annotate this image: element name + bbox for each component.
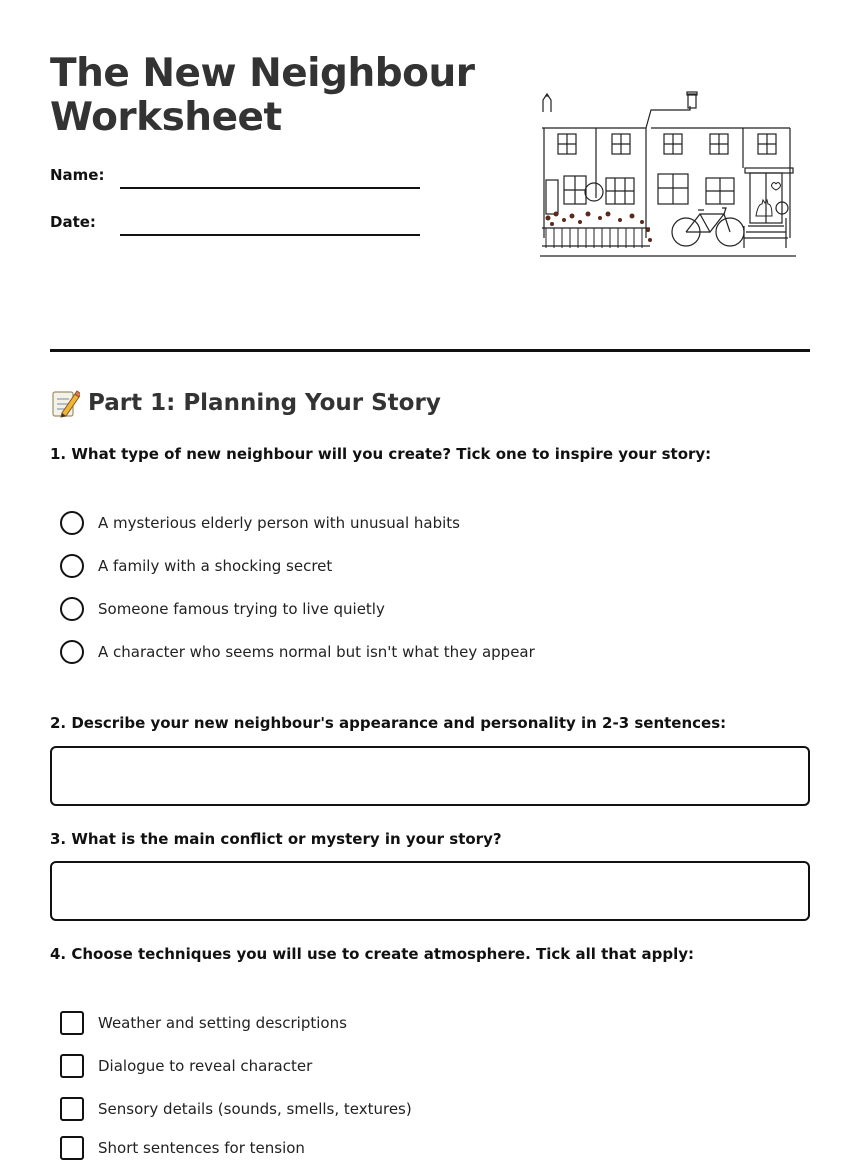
radio-button[interactable] — [60, 554, 84, 578]
checkbox[interactable] — [60, 1054, 84, 1078]
q4-option-label: Weather and setting descriptions — [98, 1014, 347, 1032]
q1-option-label: A character who seems normal but isn't what they appear — [98, 643, 535, 661]
date-label: Date: — [50, 213, 96, 231]
pencil-memo-icon — [50, 388, 80, 418]
question-3: 3. What is the main conflict or mystery in your story? — [50, 830, 502, 848]
date-field[interactable] — [120, 234, 420, 236]
radio-button[interactable] — [60, 511, 84, 535]
q4-option[interactable] — [60, 1096, 412, 1122]
checkbox[interactable] — [60, 1136, 84, 1160]
worksheet-title: The New Neighbour Worksheet — [50, 51, 475, 140]
q4-option[interactable] — [60, 1010, 347, 1036]
checkbox[interactable] — [60, 1011, 84, 1035]
q1-option[interactable] — [60, 596, 385, 622]
question-4: 4. Choose techniques you will use to create atmosphere. Tick all that apply: — [50, 945, 694, 963]
q4-option-label: Sensory details (sounds, smells, textures) — [98, 1100, 412, 1118]
name-label: Name: — [50, 166, 105, 184]
part1-heading — [50, 388, 441, 418]
q1-option[interactable] — [60, 639, 535, 665]
q4-option[interactable] — [60, 1053, 312, 1079]
q4-option[interactable] — [60, 1135, 305, 1161]
q3-answer-box[interactable] — [50, 861, 810, 921]
q4-option-label: Short sentences for tension — [98, 1139, 305, 1157]
name-field[interactable] — [120, 187, 420, 189]
question-1: 1. What type of new neighbour will you create? Tick one to inspire your story: — [50, 445, 712, 463]
checkbox[interactable] — [60, 1097, 84, 1121]
q4-option-label: Dialogue to reveal character — [98, 1057, 313, 1075]
q1-option-label: Someone famous trying to live quietly — [98, 600, 385, 618]
q1-option[interactable] — [60, 510, 460, 536]
q1-option-label: A mysterious elderly person with unusual habits — [98, 514, 460, 532]
q1-option-label: A family with a shocking secret — [98, 557, 333, 575]
q1-option[interactable] — [60, 553, 332, 579]
terraced-houses-illustration — [538, 88, 800, 264]
q2-answer-box[interactable] — [50, 746, 810, 806]
question-2: 2. Describe your new neighbour's appearance and personality in 2-3 sentences: — [50, 714, 727, 732]
section-divider — [50, 349, 810, 352]
part1-heading-text: Part 1: Planning Your Story — [88, 390, 441, 416]
radio-button[interactable] — [60, 597, 84, 621]
radio-button[interactable] — [60, 640, 84, 664]
